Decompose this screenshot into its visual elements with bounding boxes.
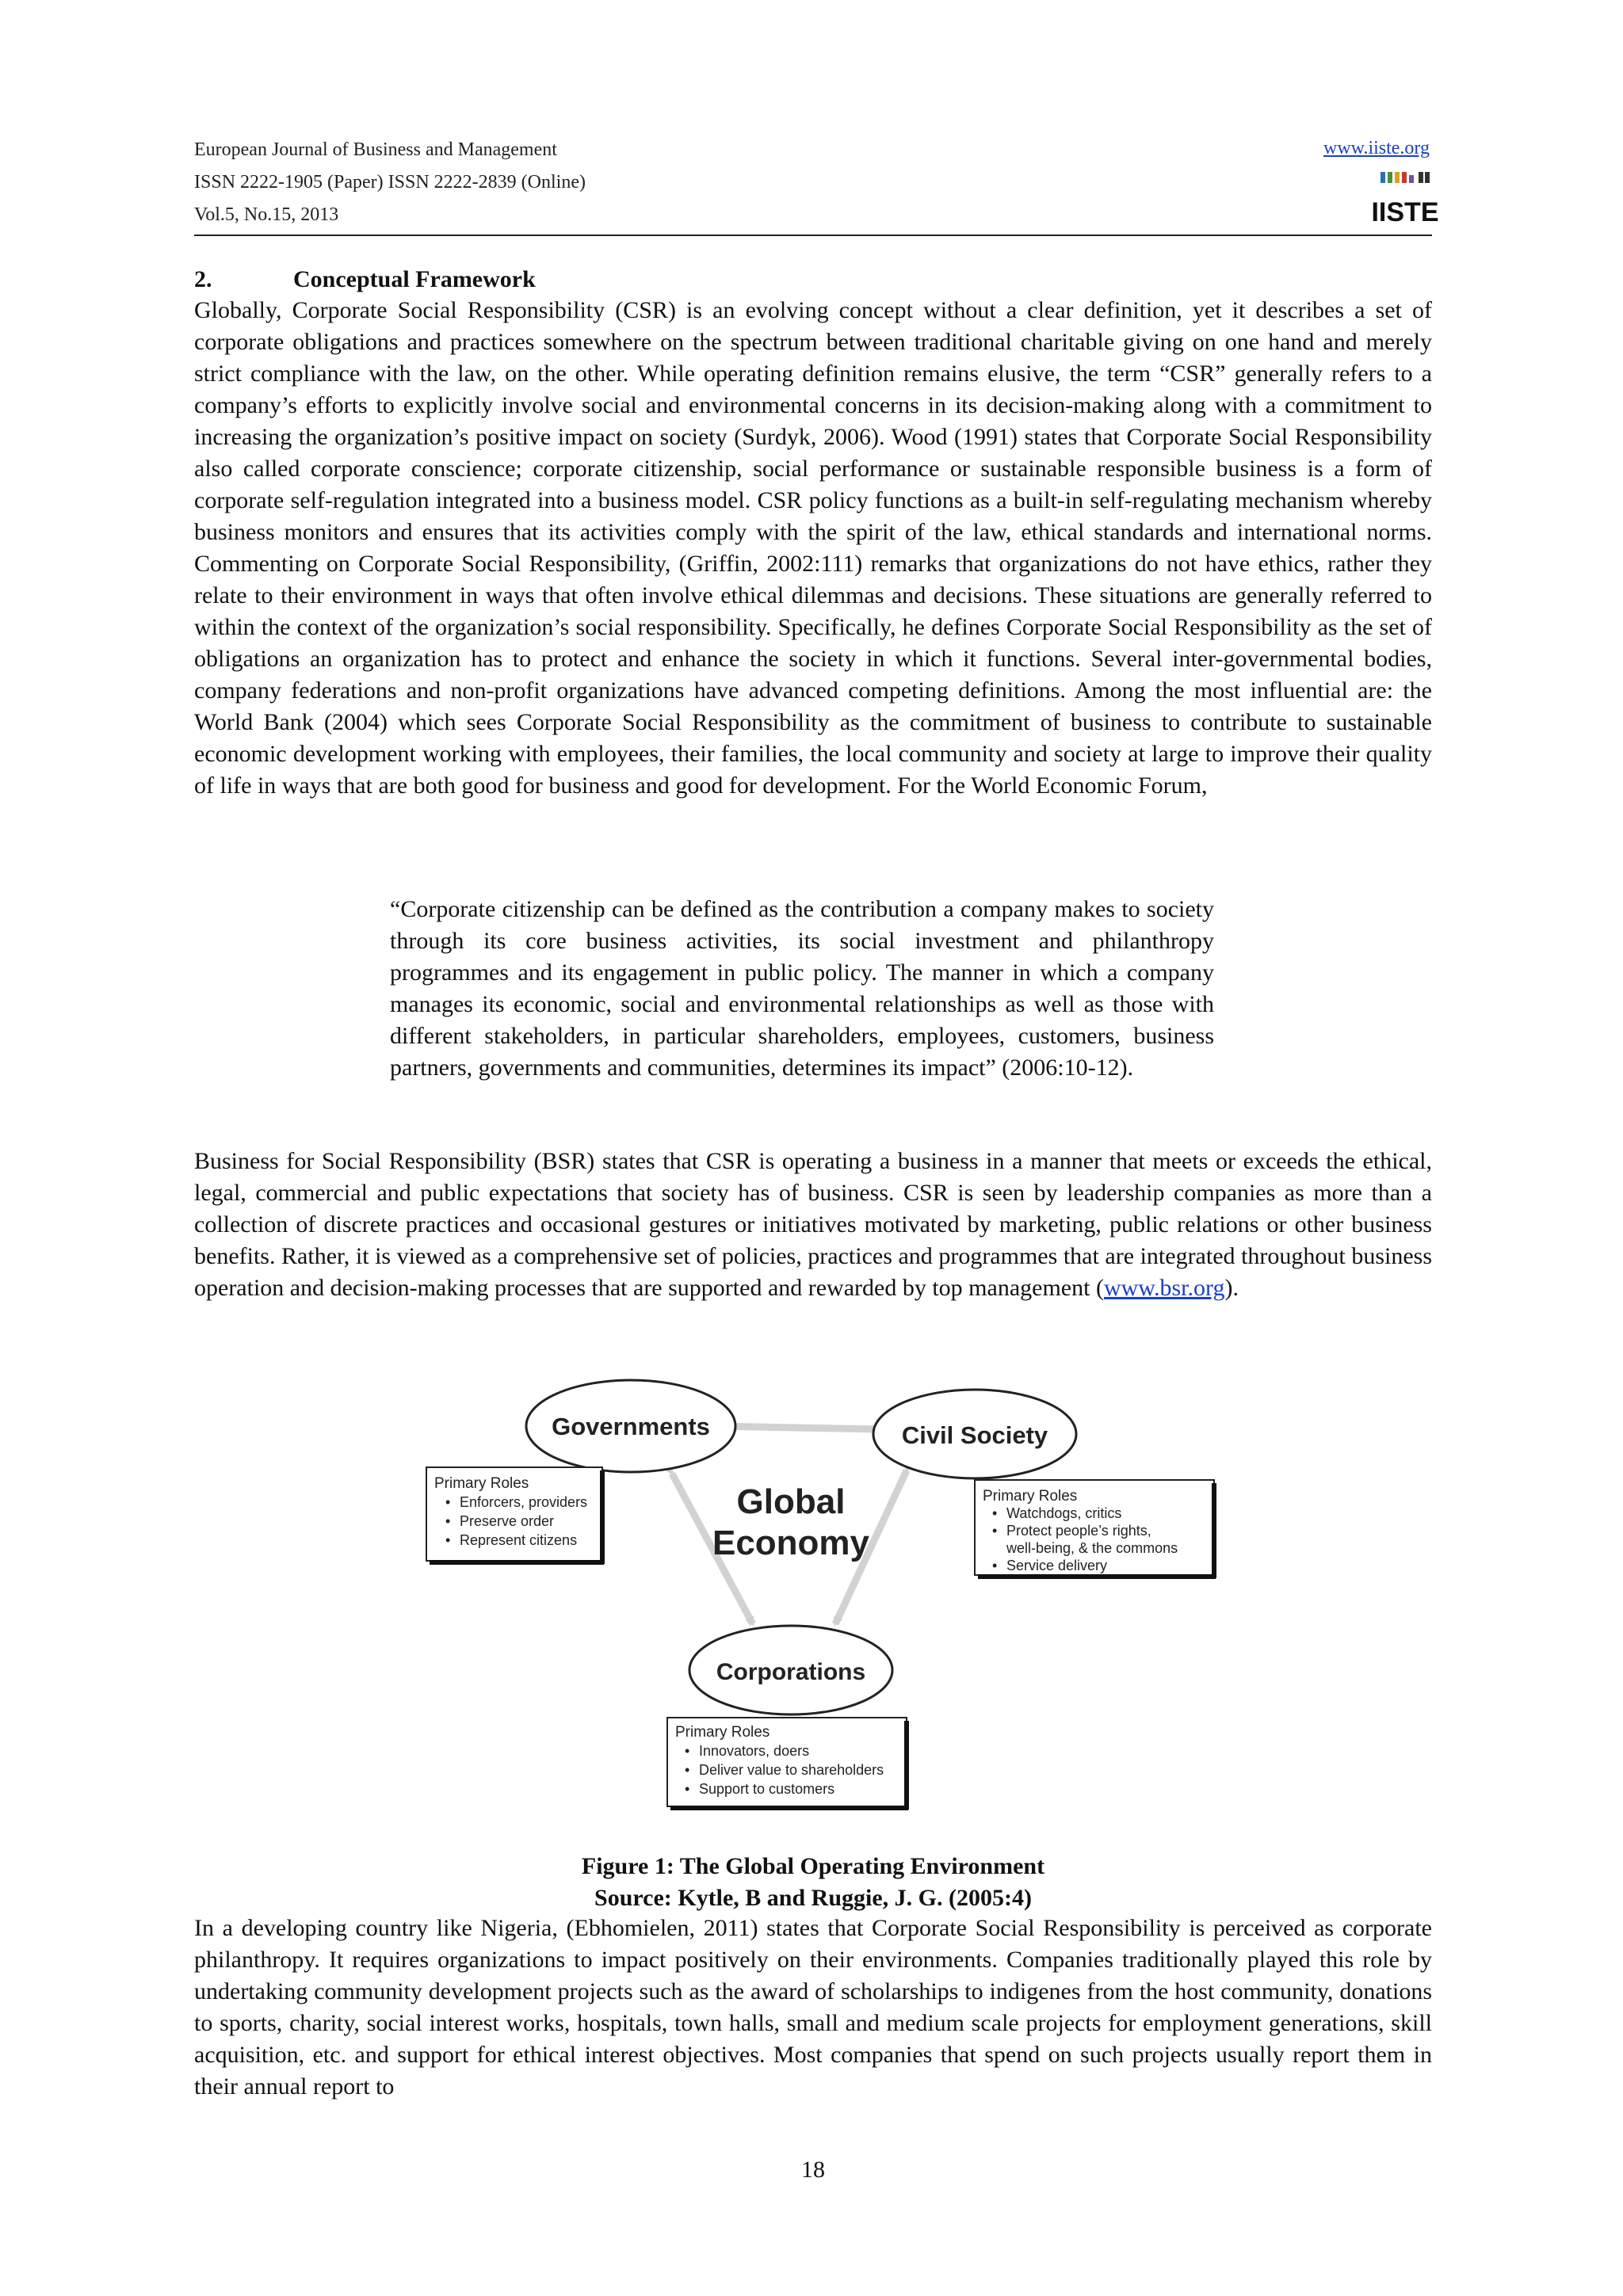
civil-society-roles-box (975, 1480, 1216, 1578)
civil-society-roles-heading: Primary Roles (983, 1488, 1078, 1505)
paragraph-2-end: ). (1224, 1275, 1239, 1301)
corporations-role: Innovators, doers (699, 1743, 810, 1759)
global-operating-environment-diagram (420, 1371, 1228, 1814)
page-number: 18 (801, 2157, 825, 2183)
section-title: Conceptual Framework (293, 266, 536, 292)
center-label-line2: Economy (712, 1524, 870, 1562)
corporations-roles-box (667, 1718, 908, 1810)
corporations-role: Support to customers (699, 1781, 835, 1797)
svg-text:•: • (685, 1762, 690, 1778)
journal-issn: ISSN 2222-1905 (Paper) ISSN 2222-2839 (Online) (194, 172, 586, 193)
svg-text:•: • (445, 1532, 451, 1548)
svg-text:•: • (445, 1513, 451, 1529)
governments-node (526, 1380, 735, 1472)
arrow-governments-civil-society (715, 1426, 880, 1429)
block-quote: “Corporate citizenship can be defined as the contribution a company makes to society through its core business activities, its social investment and philanthropy programmes and its engagement in public policy. The manner in which a company manages its economic, social and environmental relationships as well as those with different stakeholders, in particular shareholders, employees, customers, business partners, governments and communities, determines its impact” (2006:10-12). (390, 896, 1214, 1081)
civil-society-role: Service delivery (1006, 1558, 1108, 1573)
civil-society-role: Watchdogs, critics (1006, 1505, 1122, 1521)
center-label-line1: Global (736, 1482, 846, 1521)
paragraph-2 (194, 1146, 1432, 1304)
svg-text:•: • (992, 1558, 998, 1573)
corporations-role: Deliver value to shareholders (699, 1762, 884, 1778)
paragraph-3: In a developing country like Nigeria, (Ebhomielen, 2011) states that Corporate Social Responsibility is perceived as corporate philanthropy. It requires organizations to impact positively on their environments. Companies traditionally played this role by undertaking community development projects such as the award of scholarships to indigenes from the host community, donations to sports, charity, social interest works, hospitals, town halls, small and medium scale projects for employment generations, skill acquisition, etc. and support for ethical interest objectives. Most companies that spend on such projects usually report them in their annual report to (194, 1915, 1432, 2100)
svg-text:•: • (992, 1523, 998, 1539)
civil-society-title: Civil Society (901, 1421, 1048, 1449)
svg-text:•: • (445, 1494, 451, 1510)
section-heading (194, 265, 536, 294)
journal-website-link[interactable]: www.iiste.org (1323, 138, 1430, 158)
paragraph-2-text: Business for Social Responsibility (BSR) states that CSR is operating a business in a manner that meets or exceeds the ethical, legal, commercial and public expectations that society has of business. CSR is seen by leadership companies as more than a collection of discrete practices and occasional gestures or initiatives motivated by marketing, public relations or other business benefits. Rather, it is viewed as a comprehensive set of policies, practices and programmes that are integrated throughout business operation and decision-making processes that are supported and rewarded by top management ( (194, 1148, 1432, 1301)
iiste-logo (1371, 169, 1439, 229)
corporations-roles-heading: Primary Roles (675, 1724, 770, 1741)
civil-society-node (873, 1390, 1076, 1478)
logo-text: IISTE (1371, 197, 1439, 227)
corporations-node (689, 1626, 892, 1714)
journal-name: European Journal of Business and Management (194, 139, 557, 160)
svg-text:•: • (685, 1781, 690, 1797)
corporations-title: Corporations (716, 1659, 866, 1685)
civil-society-role: Protect people’s rights, (1006, 1523, 1151, 1539)
governments-role: Preserve order (460, 1513, 555, 1529)
figure-source: Source: Kytle, B and Ruggie, J. G. (2005:4) (594, 1885, 1032, 1911)
paragraph-1: Globally, Corporate Social Responsibility (CSR) is an evolving concept without a clear definition, yet it describes a set of corporate obligations and practices somewhere on the spectrum between traditional charitable giving on one hand and merely strict compliance with the law, on the other. While operating definition remains elusive, the term “CSR” generally refers to a company’s efforts to explicitly involve social and environmental concerns in its decision-making along with a commitment to increasing the organization’s positive impact on society (Surdyk, 2006). Wood (1991) states that Corporate Social Responsibility also called corporate conscience; corporate citizenship, social performance or sustainable responsible business is a form of corporate self-regulation integrated into a business model. CSR policy functions as a built-in self-regulating mechanism whereby business monitors and ensures that its activities comply with the spirit of the law, ethical standards and international norms. Commenting on Corporate Social Responsibility, (Griffin, 2002:111) remarks that organizations do not have ethics, rather they relate to their environment in ways that often involve ethical dilemmas and decisions. These situations are generally referred to within the context of the organization’s social responsibility. Specifically, he defines Corporate Social Responsibility as the set of obligations an organization has to protect and enhance the society in which it functions. Several inter-governmental bodies, company federations and non-profit organizations have advanced competing definitions. Among the most influential are: the World Bank (2004) which sees Corporate Social Responsibility as the commitment of business to contribute to sustainable economic development working with employees, their families, the local community and society at large to improve their quality of life in ways that are both good for business and good for development. For the World Economic Forum, (194, 297, 1432, 799)
civil-society-role: well-being, & the commons (1006, 1540, 1178, 1556)
governments-role: Enforcers, providers (460, 1494, 588, 1510)
figure-caption: Figure 1: The Global Operating Environment (581, 1853, 1045, 1879)
governments-roles-box (426, 1467, 604, 1564)
governments-role: Represent citizens (460, 1532, 578, 1548)
governments-roles-heading: Primary Roles (434, 1475, 529, 1492)
governments-title: Governments (552, 1413, 710, 1440)
svg-text:•: • (685, 1743, 690, 1759)
journal-volume: Vol.5, No.15, 2013 (194, 204, 339, 225)
bsr-link[interactable]: www.bsr.org (1103, 1275, 1225, 1301)
section-number: 2. (194, 266, 212, 292)
svg-text:•: • (992, 1505, 998, 1521)
header-rule (194, 235, 1432, 236)
